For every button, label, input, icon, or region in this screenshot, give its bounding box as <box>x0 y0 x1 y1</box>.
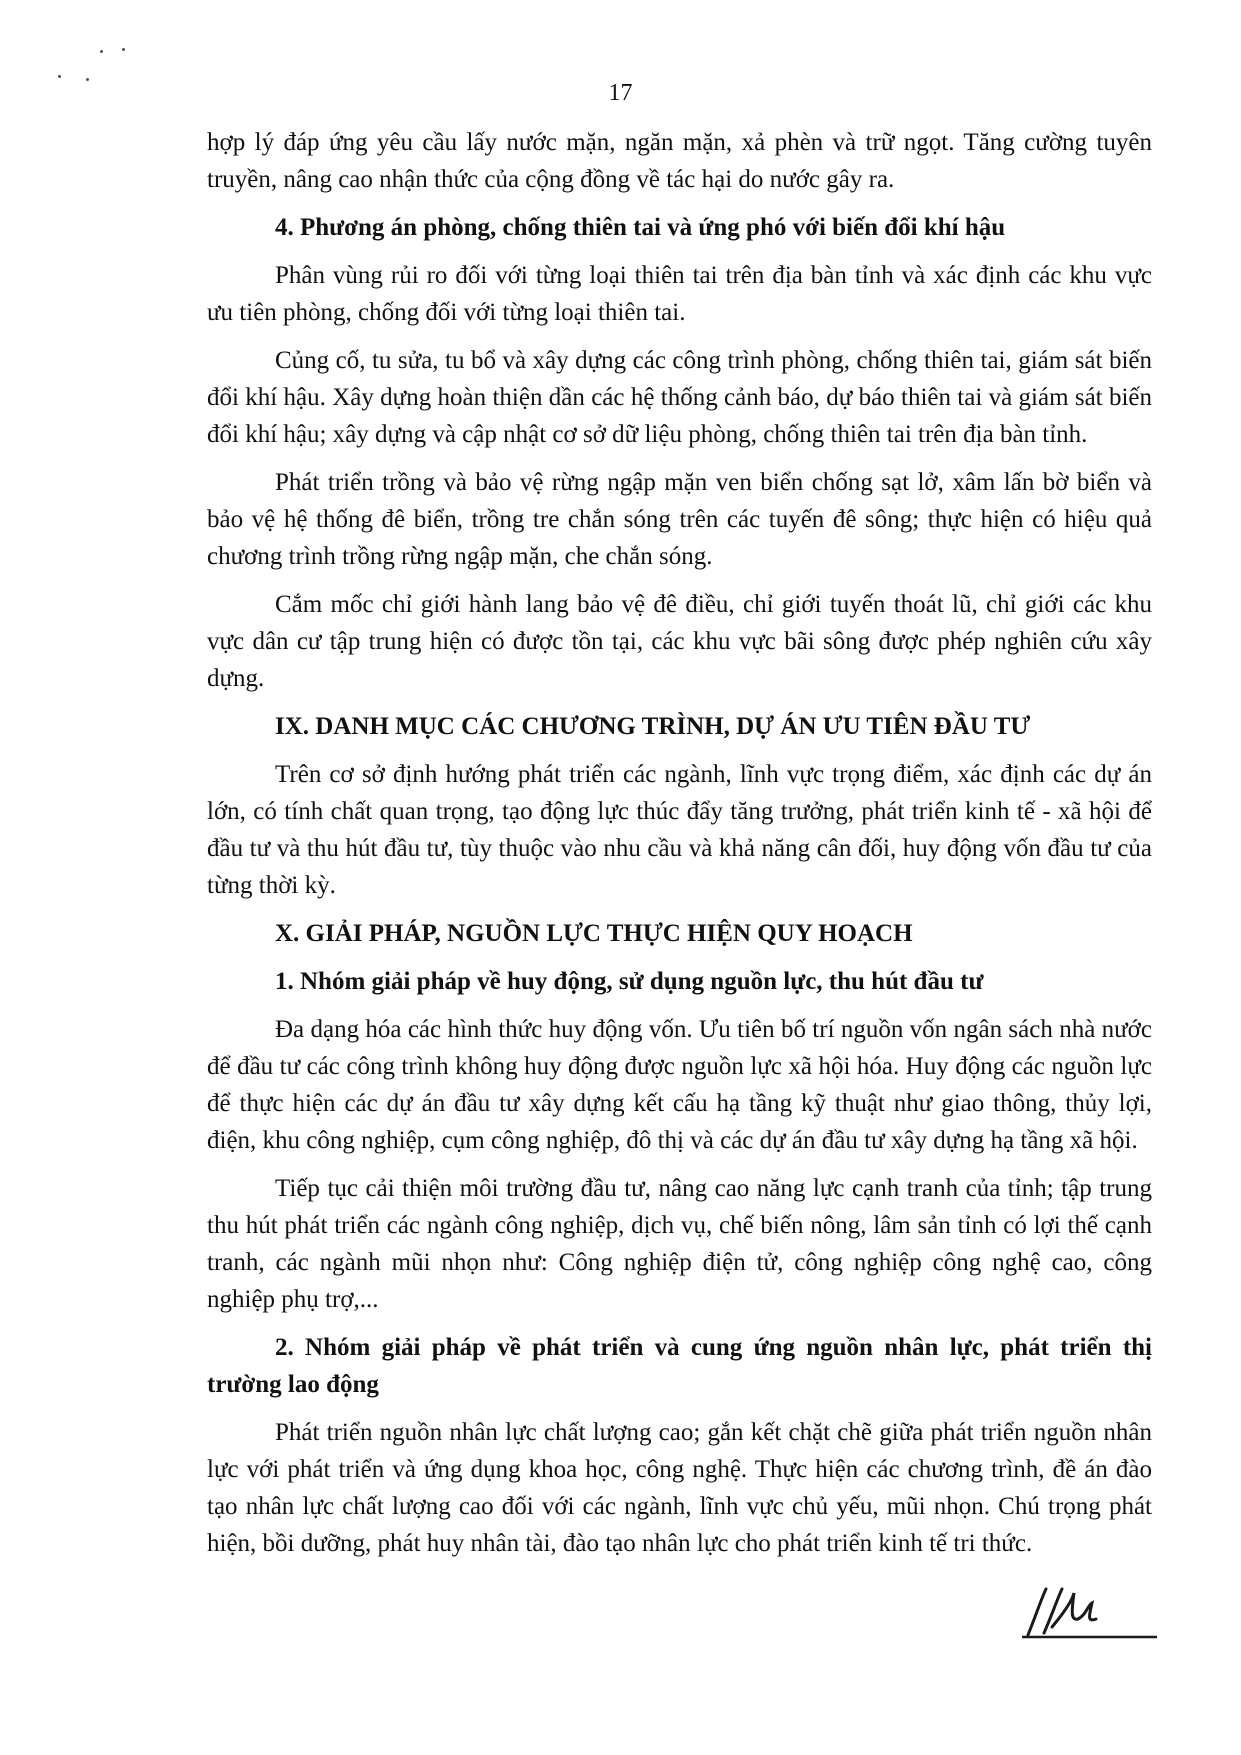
paragraph: Phát triển trồng và bảo vệ rừng ngập mặn ven biển chống sạt lở, xâm lấn bờ biển và bảo vệ hệ thống đê biển, trồng tre chắn sóng trên các tuyến đê sông; thực hiện có hiệu quả chương trình trồng rừng ngập mặn, che chắn sóng. <box>207 469 1152 570</box>
heading-section-ix: IX. DANH MỤC CÁC CHƯƠNG TRÌNH, DỰ ÁN ƯU TIÊN ĐẦU TƯ <box>275 713 1031 740</box>
paragraph: Củng cố, tu sửa, tu bổ và xây dựng các công trình phòng, chống thiên tai, giám sát biến đổi khí hậu. Xây dựng hoàn thiện dần các hệ thống cảnh báo, dự báo thiên tai và giám sát biến đổi khí hậu; xây dựng và cập nhật cơ sở dữ liệu phòng, chống thiên tai trên địa bàn tỉnh. <box>207 347 1152 448</box>
paragraph: Trên cơ sở định hướng phát triển các ngành, lĩnh vực trọng điểm, xác định các dự án lớn, có tính chất quan trọng, tạo động lực thúc đẩy tăng trưởng, phát triển kinh tế - xã hội để đầu tư và thu hút đầu tư, tùy thuộc vào nhu cầu và khả năng cân đối, huy động vốn đầu tư của từng thời kỳ. <box>207 761 1152 899</box>
scan-speck <box>100 50 103 53</box>
document-body <box>207 124 1152 1562</box>
heading-section-x: X. GIẢI PHÁP, NGUỒN LỰC THỰC HIỆN QUY HOẠCH <box>275 920 913 947</box>
signature-mark <box>1022 1575 1162 1645</box>
paragraph: Cắm mốc chỉ giới hành lang bảo vệ đê điều, chỉ giới tuyến thoát lũ, chỉ giới các khu vực dân cư tập trung hiện có được tồn tại, các khu vực bãi sông được phép nghiên cứu xây dựng. <box>207 591 1152 692</box>
heading-subsection-x1: 1. Nhóm giải pháp về huy động, sử dụng nguồn lực, thu hút đầu tư <box>275 968 984 995</box>
heading-section-4: 4. Phương án phòng, chống thiên tai và ứng phó với biến đổi khí hậu <box>275 214 1006 241</box>
heading-subsection-x2: 2. Nhóm giải pháp về phát triển và cung ứng nguồn nhân lực, phát triển thị trường lao động <box>207 1334 1152 1398</box>
page-number: 17 <box>608 80 633 106</box>
paragraph-continued: hợp lý đáp ứng yêu cầu lấy nước mặn, ngăn mặn, xả phèn và trữ ngọt. Tăng cường tuyên truyền, nâng cao nhận thức của cộng đồng về tác hại do nước gây ra. <box>207 129 1152 193</box>
paragraph: Phân vùng rủi ro đối với từng loại thiên tai trên địa bàn tỉnh và xác định các khu vực ưu tiên phòng, chống đối với từng loại thiên tai. <box>207 262 1152 326</box>
paragraph: Tiếp tục cải thiện môi trường đầu tư, nâng cao năng lực cạnh tranh của tỉnh; tập trung thu hút phát triển các ngành công nghiệp, dịch vụ, chế biến nông, lâm sản tỉnh có lợi thế cạnh tranh, các ngành mũi nhọn như: Công nghiệp điện tử, công nghiệp công nghệ cao, công nghiệp phụ trợ,... <box>207 1175 1152 1313</box>
paragraph: Phát triển nguồn nhân lực chất lượng cao; gắn kết chặt chẽ giữa phát triển nguồn nhân lực với phát triển và ứng dụng khoa học, công nghệ. Thực hiện các chương trình, đề án đào tạo nhân lực chất lượng cao đối với các ngành, lĩnh vực chủ yếu, mũi nhọn. Chú trọng phát hiện, bồi dưỡng, phát huy nhân tài, đào tạo nhân lực cho phát triển kinh tế tri thức. <box>207 1419 1152 1557</box>
paragraph: Đa dạng hóa các hình thức huy động vốn. Ưu tiên bố trí nguồn vốn ngân sách nhà nước để đầu tư các công trình không huy động được nguồn lực xã hội hóa. Huy động các nguồn lực để thực hiện các dự án đầu tư xây dựng kết cấu hạ tầng kỹ thuật như giao thông, thủy lợi, điện, khu công nghiệp, cụm công nghiệp, đô thị và các dự án đầu tư xây dựng hạ tầng xã hội. <box>207 1016 1152 1154</box>
scan-speck <box>122 48 125 51</box>
